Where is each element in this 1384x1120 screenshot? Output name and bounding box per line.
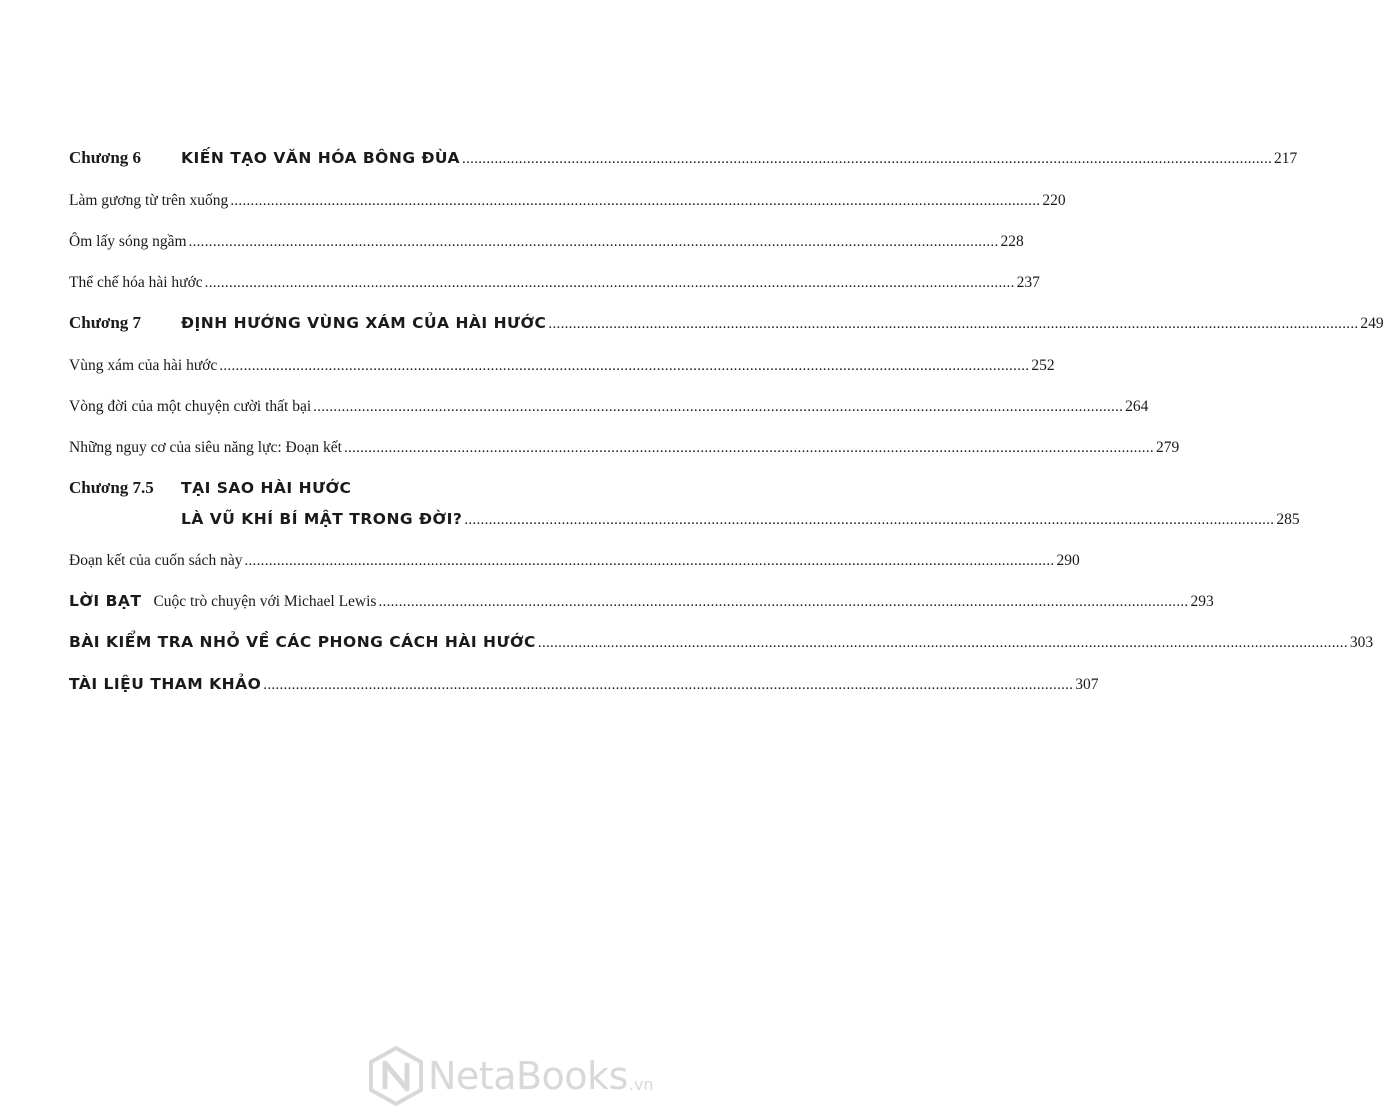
- dot-leader: ........................................................................................................................................................................................................: [548, 316, 1359, 332]
- chapter-title-line-1: TẠI SAO HÀI HƯỚC: [181, 479, 352, 497]
- dot-leader: ........................................................................................................................................................................................................: [464, 512, 1275, 528]
- toc-entry-section: [69, 274, 1040, 292]
- section-title: Vùng xám của hài hước: [69, 357, 218, 374]
- page-number: 285: [1276, 511, 1300, 528]
- chapter-title: KIẾN TẠO VĂN HÓA BÔNG ĐÙA: [181, 149, 461, 167]
- page-number: 303: [1349, 634, 1374, 651]
- section-title: Đoạn kết của cuốn sách này: [69, 552, 243, 569]
- page-number: 307: [1075, 676, 1099, 693]
- toc-entry-quiz: [69, 633, 1374, 652]
- dot-leader: ........................................................................................................................................................................................................: [219, 358, 1030, 374]
- dot-leader: ........................................................................................................................................................................................................: [343, 440, 1154, 456]
- dot-leader: ........................................................................................................................................................................................................: [188, 234, 999, 250]
- watermark: [368, 1042, 654, 1110]
- chapter-label: Chương 6: [69, 148, 142, 167]
- toc-entry-section: [69, 357, 1055, 375]
- section-title: Những nguy cơ của siêu năng lực: Đoạn kết: [69, 439, 342, 456]
- netabooks-logo-icon: [368, 1045, 424, 1107]
- page-number: 293: [1190, 593, 1214, 610]
- quiz-title: BÀI KIỂM TRA NHỎ VỀ CÁC PHONG CÁCH HÀI HƯỚC: [69, 633, 536, 651]
- page-number: 290: [1056, 552, 1080, 569]
- dot-leader: ........................................................................................................................................................................................................: [230, 193, 1041, 209]
- dot-leader: ........................................................................................................................................................................................................: [263, 677, 1074, 693]
- section-title: Làm gương từ trên xuống: [69, 192, 229, 209]
- watermark-suffix: .vn: [628, 1075, 654, 1094]
- toc-entry-chapter-7: [69, 313, 1384, 333]
- page-number: 252: [1031, 357, 1055, 374]
- section-title: Thể chế hóa hài hước: [69, 274, 203, 291]
- toc-entry-chapter-7-5-line-2: [69, 510, 1300, 529]
- section-title: Vòng đời của một chuyện cười thất bại: [69, 398, 312, 415]
- page-number: 228: [1000, 233, 1024, 250]
- toc-entry-section: [69, 398, 1149, 416]
- afterword-label: LỜI BẠT: [69, 592, 142, 610]
- chapter-label: Chương 7.5: [69, 478, 154, 497]
- watermark-brand: NetaBooks: [428, 1054, 628, 1098]
- chapter-title-line-2: LÀ VŨ KHÍ BÍ MẬT TRONG ĐỜI?: [181, 510, 463, 528]
- dot-leader: ........................................................................................................................................................................................................: [537, 635, 1348, 651]
- toc-entry-chapter-6: [69, 148, 1298, 168]
- toc-entry-afterword: [69, 592, 1214, 611]
- chapter-label: Chương 7: [69, 313, 142, 332]
- toc-entry-references: [69, 675, 1099, 694]
- page-number: 237: [1016, 274, 1040, 291]
- page-number: 264: [1125, 398, 1149, 415]
- chapter-title: ĐỊNH HƯỚNG VÙNG XÁM CỦA HÀI HƯỚC: [181, 314, 547, 332]
- dot-leader: ........................................................................................................................................................................................................: [244, 553, 1055, 569]
- page-number: 279: [1155, 439, 1180, 456]
- toc-entry-section: [69, 552, 1080, 570]
- page-number: 249: [1360, 315, 1384, 332]
- page-number: 217: [1274, 150, 1298, 167]
- dot-leader: ........................................................................................................................................................................................................: [378, 594, 1189, 610]
- afterword-subtitle: Cuộc trò chuyện với Michael Lewis: [153, 593, 377, 610]
- toc-entry-section: [69, 233, 1024, 251]
- section-title: Ôm lấy sóng ngầm: [69, 233, 187, 250]
- dot-leader: ........................................................................................................................................................................................................: [462, 151, 1273, 167]
- dot-leader: ........................................................................................................................................................................................................: [204, 275, 1015, 291]
- toc-entry-section: [69, 192, 1066, 210]
- dot-leader: ........................................................................................................................................................................................................: [313, 399, 1124, 415]
- toc-entry-chapter-7-5-line-1: [69, 478, 632, 498]
- page-number: 220: [1042, 192, 1066, 209]
- toc-entry-section: [69, 439, 1180, 457]
- references-title: TÀI LIỆU THAM KHẢO: [69, 675, 262, 693]
